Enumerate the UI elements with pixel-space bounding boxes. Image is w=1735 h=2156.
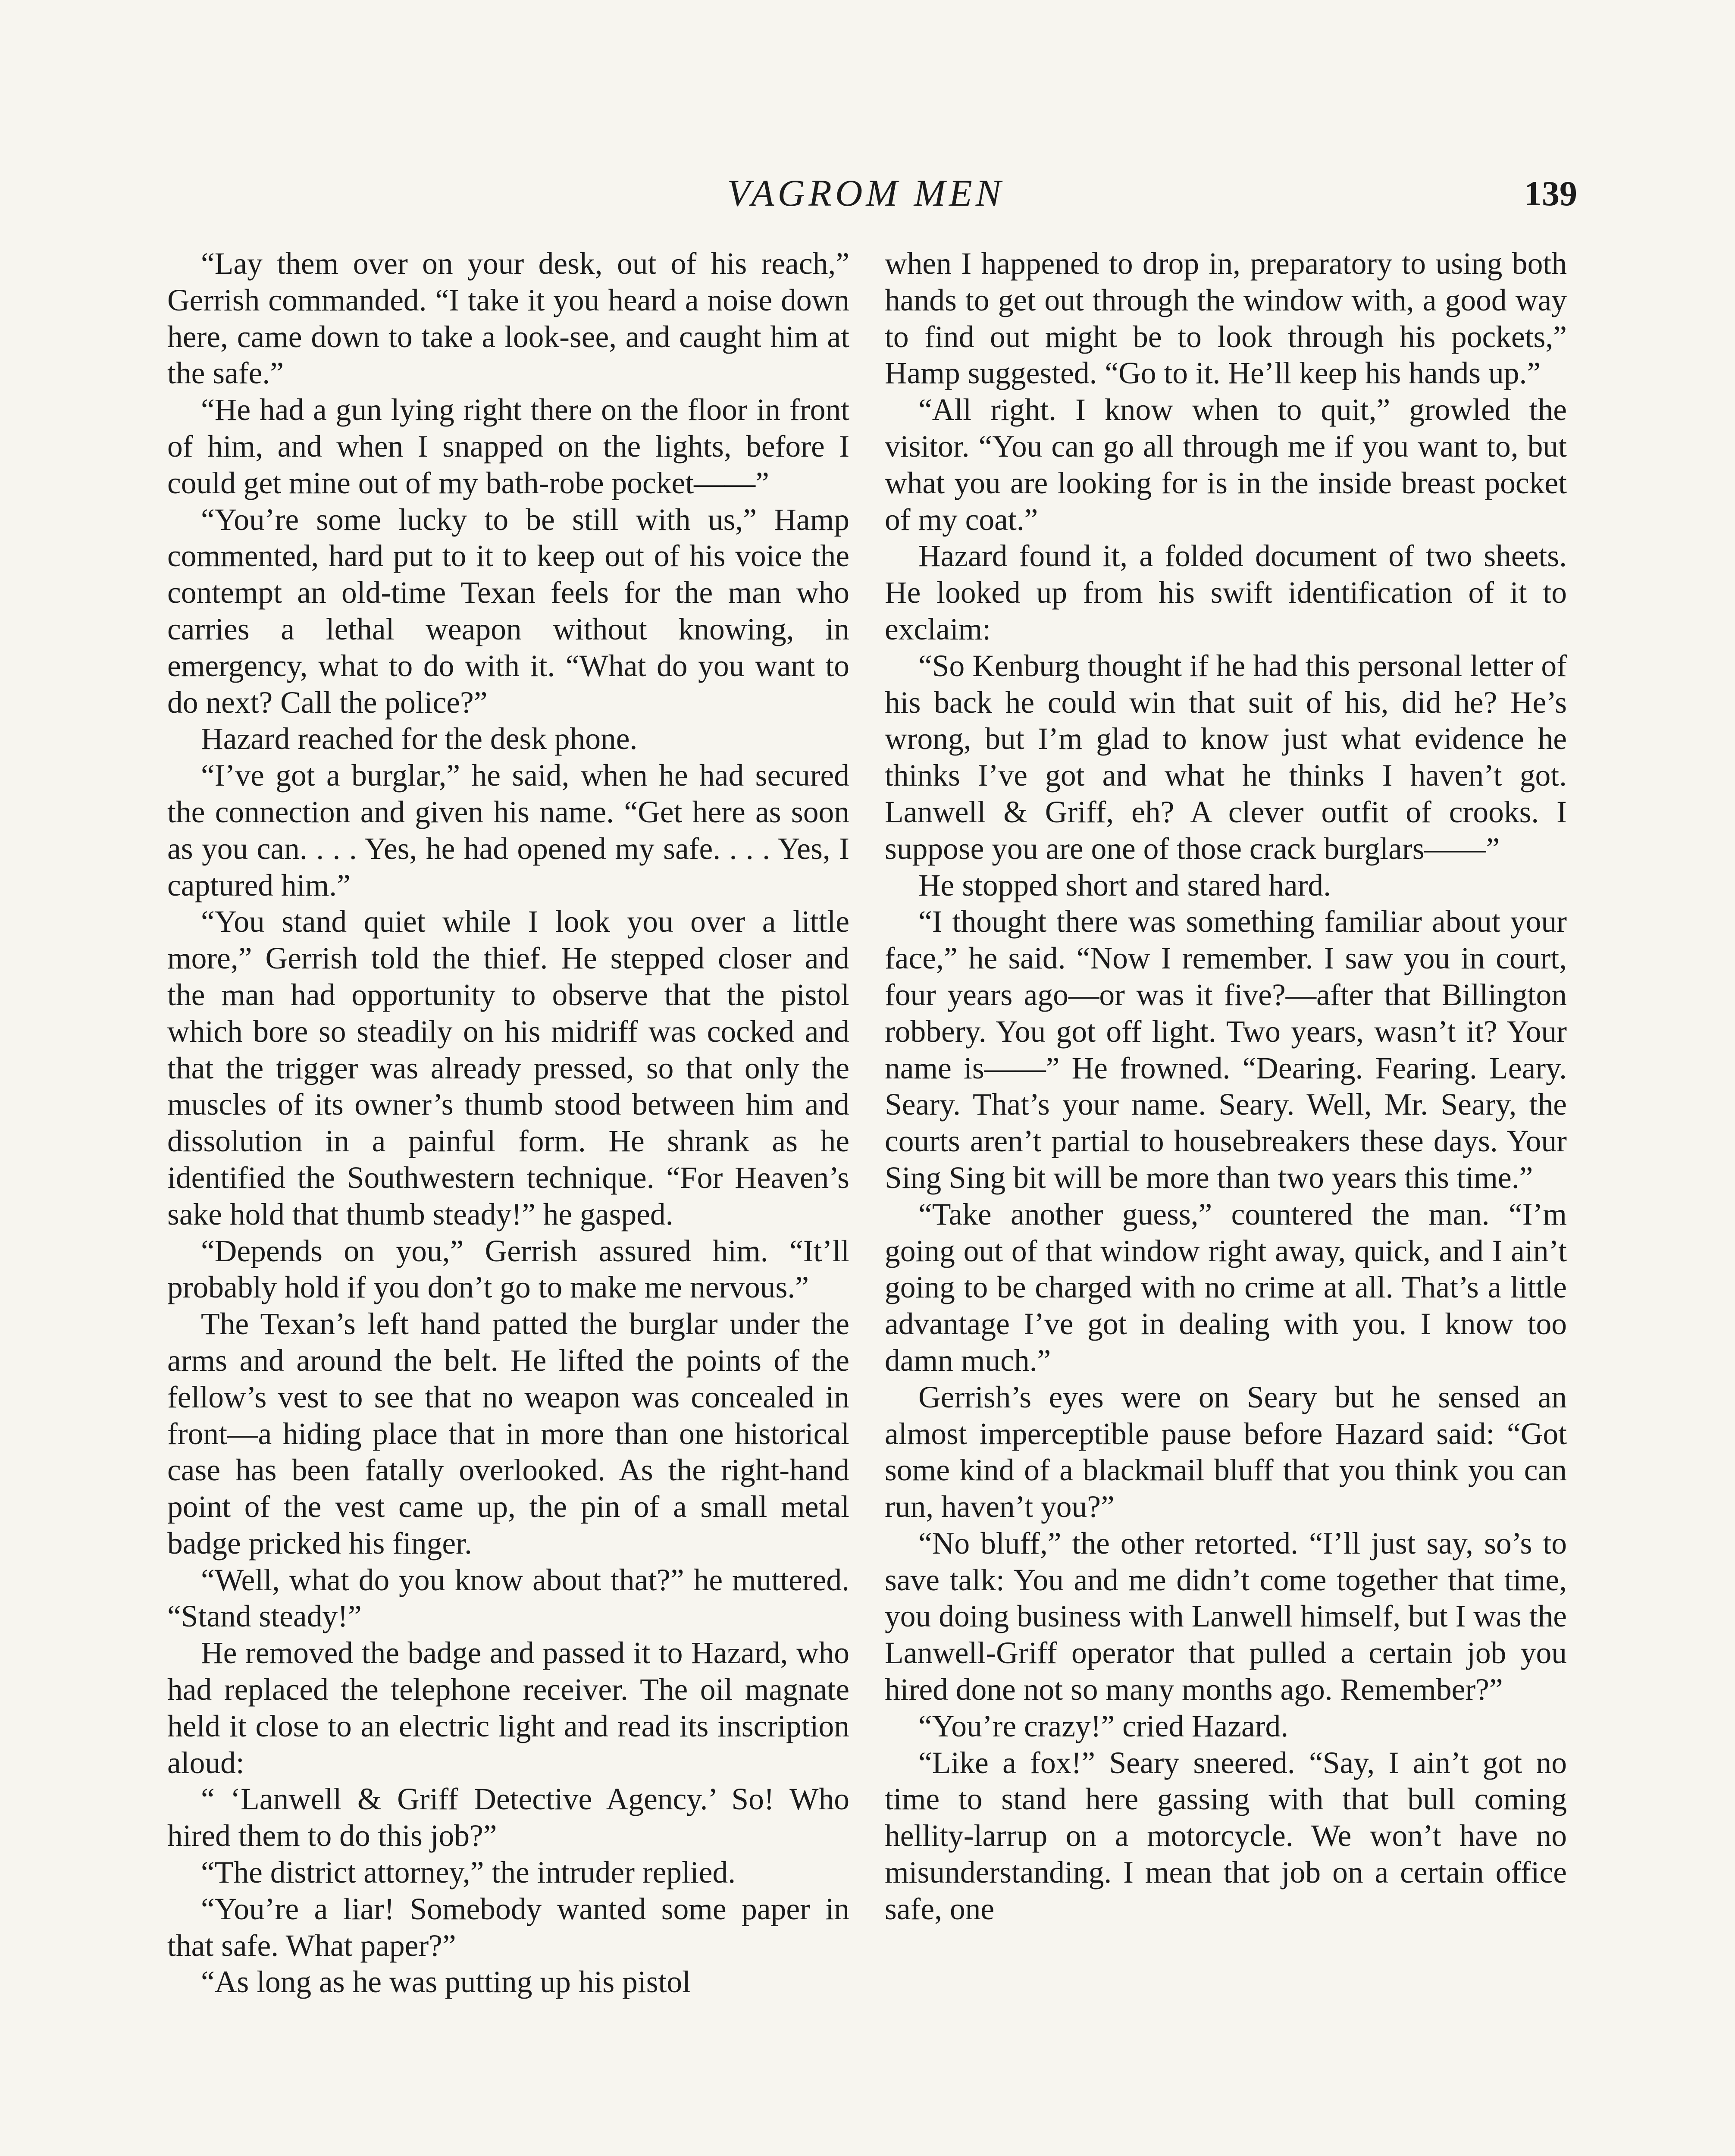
paragraph: “As long as he was putting up his pistol [201, 1965, 691, 1999]
paragraph: “You’re some lucky to be still with us,” Hamp commented, hard put to it to keep out of his voice the contempt an old-time Texan feels for the man who carries a lethal weapon without knowing, in emergency, what to do with it. “What do you want to do next? Call the police?” [167, 502, 849, 720]
text-columns [167, 246, 1567, 2156]
paragraph: when I happened to drop in, preparatory to using both hands to get out through the window with, a good way to find out might be to look through his pockets,” Hamp suggested. “Go to it. He’ll keep his hands up.” [885, 247, 1567, 391]
page-number: 139 [1524, 174, 1577, 213]
paragraph: Hazard reached for the desk phone. [201, 722, 638, 756]
left-column [167, 246, 849, 2156]
page-header [167, 166, 1577, 222]
paragraph: “I’ve got a burglar,” he said, when he had secured the connection and given his name. “Get here as soon as you can. . . . Yes, he had opened my safe. . . . Yes, I captured him.” [167, 758, 849, 903]
paragraph: “You’re a liar! Somebody wanted some paper in that safe. What paper?” [167, 1892, 849, 1963]
paragraph: “He had a gun lying right there on the floor in front of him, and when I snapped on the lights, before I could get mine out of my bath-robe pocket——” [167, 393, 849, 500]
right-column [885, 246, 1567, 2156]
paragraph: “Well, what do you know about that?” he muttered. “Stand steady!” [167, 1563, 849, 1634]
paragraph: “So Kenburg thought if he had this personal letter of his back he could win that suit of his, did he? He’s wrong, but I’m glad to know just what evidence he thinks I’ve got and what he thinks I haven’t got. Lanwell & Griff, eh? A clever outfit of crooks. I suppose you are one of those crack burglars——” [885, 649, 1567, 866]
paragraph: “ ‘Lanwell & Griff Detective Agency.’ So! Who hired them to do this job?” [167, 1782, 849, 1853]
paragraph: “Take another guess,” countered the man. “I’m going out of that window right away, quick, and I ain’t going to be charged with no crime at all. That’s a little advantage I’ve got in dealing with you. I know too damn much.” [885, 1197, 1567, 1378]
paragraph: He removed the badge and passed it to Hazard, who had replaced the telephone receiver. The oil magnate held it close to an electric light and read its inscription aloud: [167, 1636, 849, 1780]
paragraph: “I thought there was something familiar about your face,” he said. “Now I remember. I saw you in court, four years ago—or was it five?—after that Billington robbery. You got off light. Two years, wasn’t it? Your name is——” He frowned. “Dearing. Fearing. Leary. Seary. That’s your name. Seary. Well, Mr. Seary, the courts aren’t partial to housebreakers these days. Your Sing Sing bit will be more than two years this time.” [885, 905, 1567, 1195]
running-title: VAGROM MEN [727, 172, 1005, 214]
paragraph: “Like a fox!” Seary sneered. “Say, I ain’t got no time to stand here gassing with that bull coming hellity-larrup on a motorcycle. We won’t have no misunderstanding. I mean that job on a certain office safe, one [885, 1745, 1567, 1926]
paragraph: Gerrish’s eyes were on Seary but he sensed an almost imperceptible pause before Hazard said: “Got some kind of a blackmail bluff that you think you can run, haven’t you?” [885, 1380, 1567, 1524]
paragraph: “Depends on you,” Gerrish assured him. “It’ll probably hold if you don’t go to make me nervous.” [167, 1234, 849, 1305]
paragraph: “Lay them over on your desk, out of his reach,” Gerrish commanded. “I take it you heard a noise down here, came down to take a look-see, and caught him at the safe.” [167, 247, 849, 391]
paragraph: The Texan’s left hand patted the burglar under the arms and around the belt. He lifted the points of the fellow’s vest to see that no weapon was concealed in front—a hiding place that in more than one historical case has been fatally overlooked. As the right-hand point of the vest came up, the pin of a small metal badge pricked his finger. [167, 1307, 849, 1561]
paragraph: He stopped short and stared hard. [918, 868, 1331, 903]
paragraph: “The district attorney,” the intruder replied. [201, 1855, 736, 1890]
paragraph: “You’re crazy!” cried Hazard. [918, 1709, 1289, 1743]
paragraph: “All right. I know when to quit,” growled the visitor. “You can go all through me if you want to, but what you are looking for is in the inside breast pocket of my coat.” [885, 393, 1567, 537]
paragraph: “No bluff,” the other retorted. “I’ll just say, so’s to save talk: You and me didn’t come together that time, you doing business with Lanwell himself, but I was the Lanwell-Griff operator that pulled a certain job you hired done not so many months ago. Remember?” [885, 1526, 1567, 1707]
paragraph: “You stand quiet while I look you over a little more,” Gerrish told the thief. He stepped closer and the man had opportunity to observe that the pistol which bore so steadily on his midriff was cocked and that the trigger was already pressed, so that only the muscles of its owner’s thumb stood between him and dissolution in a painful form. He shrank as he identified the Southwestern technique. “For Heaven’s sake hold that thumb steady!” he gasped. [167, 905, 849, 1232]
paragraph: Hazard found it, a folded document of two sheets. He looked up from his swift identification of it to exclaim: [885, 539, 1567, 646]
